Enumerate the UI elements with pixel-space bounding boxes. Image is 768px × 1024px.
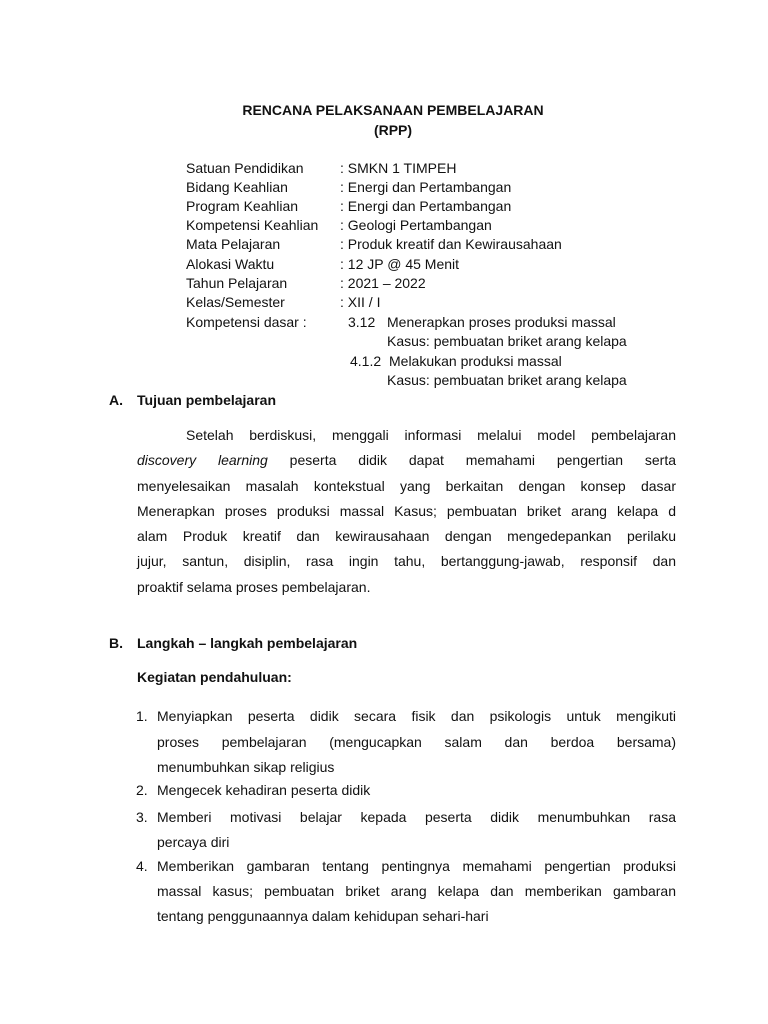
identity-label: Alokasi Waktu [186, 256, 275, 272]
list-line: proses pembelajaran (mengucapkan salam dan berdoa bersama) [157, 734, 676, 750]
identity-value: : Produk kreatif dan Kewirausahaan [340, 236, 562, 252]
italic-term: discovery learning [137, 452, 268, 468]
identity-label: Kompetensi Keahlian [186, 217, 319, 233]
kd-case: Kasus: pembuatan briket arang kelapa [387, 372, 627, 388]
list-number: 4. [136, 858, 148, 874]
identity-label: Bidang Keahlian [186, 179, 288, 195]
identity-label: Tahun Pelajaran [186, 275, 288, 291]
section-letter: B. [109, 635, 123, 651]
list-line: Memberikan gambaran tentang pentingnya memahami pengertian produksi [157, 858, 676, 874]
paragraph-line: alam Produk kreatif dan kewirausahaan dengan mengedepankan perilaku [137, 528, 676, 544]
paragraph-line: proaktif selama proses pembelajaran. [137, 579, 371, 595]
identity-value: : Energi dan Pertambangan [340, 179, 512, 195]
section-heading-b [109, 635, 449, 655]
paragraph-line: Setelah berdiskusi, menggali informasi melalui model pembelajaran [186, 427, 676, 443]
kd-case: Kasus: pembuatan briket arang kelapa [387, 333, 627, 349]
section-title: Langkah – langkah pembelajaran [137, 635, 358, 651]
list-number: 3. [136, 809, 148, 825]
document-title: RENCANA PELAKSANAAN PEMBELAJARAN [242, 102, 544, 118]
identity-value: : XII / I [340, 294, 381, 310]
kd-text: Melakukan produksi massal [389, 353, 562, 369]
list-line: Menyiapkan peserta didik secara fisik dan psikologis untuk mengikuti [157, 708, 676, 724]
kd-text: Menerapkan proses produksi massal [387, 314, 616, 330]
paragraph-text: peserta didik dapat memahami pengertian serta [289, 452, 676, 468]
paragraph-line [137, 452, 676, 468]
identity-label: Mata Pelajaran [186, 236, 281, 252]
document-subtitle: (RPP) [373, 122, 413, 138]
list-line: percaya diri [157, 834, 230, 850]
section-letter: A. [109, 392, 123, 408]
subheading: Kegiatan pendahuluan: [137, 669, 292, 685]
kd-code: 4.1.2 [350, 353, 382, 369]
section-title: Tujuan pembelajaran [137, 392, 276, 408]
identity-value: : Geologi Pertambangan [340, 217, 492, 233]
paragraph-line: menyelesaikan masalah kontekstual yang berkaitan dengan konsep dasar [137, 478, 676, 494]
identity-label: Satuan Pendidikan [186, 160, 304, 176]
section-heading-a [109, 392, 409, 412]
list-line: massal kasus; pembuatan briket arang kelapa dan memberikan gambaran [157, 883, 676, 899]
list-number: 1. [136, 708, 148, 724]
identity-label: Program Keahlian [186, 198, 299, 214]
list-line: Mengecek kehadiran peserta didik [157, 782, 371, 798]
identity-value: : Energi dan Pertambangan [340, 198, 512, 214]
paragraph-line: Menerapkan proses produksi massal Kasus; pembuatan briket arang kelapa d [137, 503, 676, 519]
kd-code: 3.12 [348, 314, 376, 330]
kd-label: Kompetensi dasar : [186, 314, 307, 330]
paragraph-line: jujur, santun, disiplin, rasa ingin tahu, bertanggung-jawab, responsif dan [137, 553, 676, 569]
list-line: Memberi motivasi belajar kepada peserta didik menumbuhkan rasa [157, 809, 676, 825]
identity-value: : 2021 – 2022 [340, 275, 426, 291]
identity-value: : SMKN 1 TIMPEH [340, 160, 457, 176]
identity-label: Kelas/Semester [186, 294, 285, 310]
list-line: menumbuhkan sikap religius [157, 759, 335, 775]
list-line: tentang penggunaannya dalam kehidupan sehari-hari [157, 908, 489, 924]
list-number: 2. [136, 782, 148, 798]
identity-value: : 12 JP @ 45 Menit [340, 256, 460, 272]
